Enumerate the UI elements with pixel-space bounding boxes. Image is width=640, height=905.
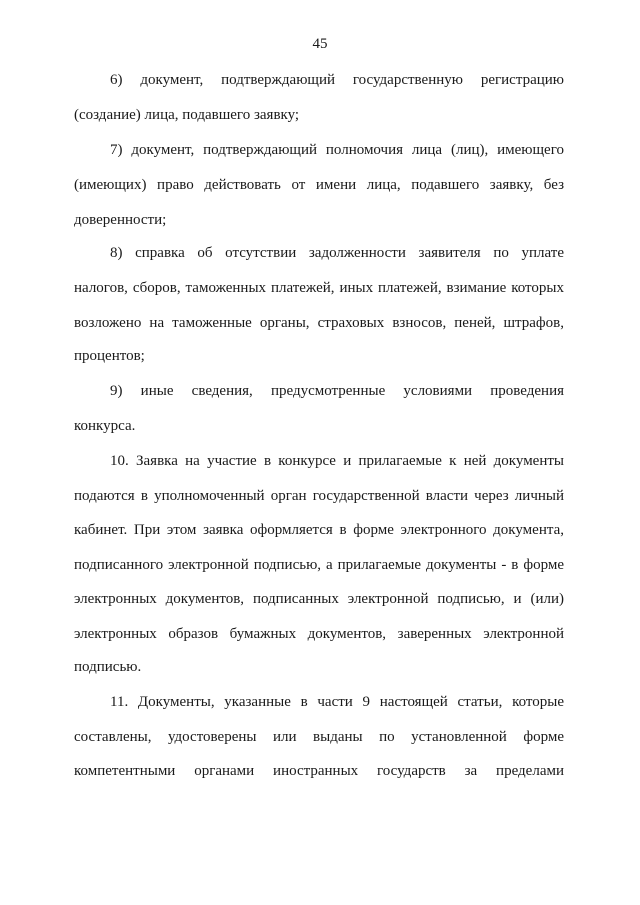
text-line: электронных образов бумажных документов, заверенных электронной — [74, 626, 564, 642]
text-line: подаются в уполномоченный орган государственной власти через личный — [74, 488, 564, 504]
text-line: электронных документов, подписанных электронной подписью, и (или) — [74, 591, 564, 607]
text-line: 7) документ, подтверждающий полномочия лица (лиц), имеющего — [110, 142, 564, 158]
text-line: компетентными органами иностранных государств за пределами — [74, 763, 564, 779]
text-line: доверенности; — [74, 212, 167, 228]
text-line: 8) справка об отсутствии задолженности заявителя по уплате — [110, 245, 564, 261]
text-line: (имеющих) право действовать от имени лица, подавшего заявку, без — [74, 177, 564, 193]
text-line: кабинет. При этом заявка оформляется в форме электронного документа, — [74, 522, 564, 538]
text-line: подписью. — [74, 659, 142, 675]
text-line: (создание) лица, подавшего заявку; — [74, 107, 300, 123]
text-line: налогов, сборов, таможенных платежей, иных платежей, взимание которых — [74, 280, 564, 296]
text-line: конкурса. — [74, 418, 136, 434]
page-number: 45 — [312, 36, 328, 52]
text-line: 9) иные сведения, предусмотренные условиями проведения — [110, 383, 564, 399]
text-line: составлены, удостоверены или выданы по установленной форме — [74, 729, 564, 745]
text-line: 6) документ, подтверждающий государственную регистрацию — [110, 72, 564, 88]
text-line: 10. Заявка на участие в конкурсе и прилагаемые к ней документы — [110, 453, 564, 469]
text-line: возложено на таможенные органы, страховых взносов, пеней, штрафов, — [74, 315, 564, 331]
text-line: подписанного электронной подписью, а прилагаемые документы - в форме — [74, 557, 564, 573]
text-line: процентов; — [74, 348, 145, 364]
text-line: 11. Документы, указанные в части 9 настоящей статьи, которые — [110, 694, 564, 710]
